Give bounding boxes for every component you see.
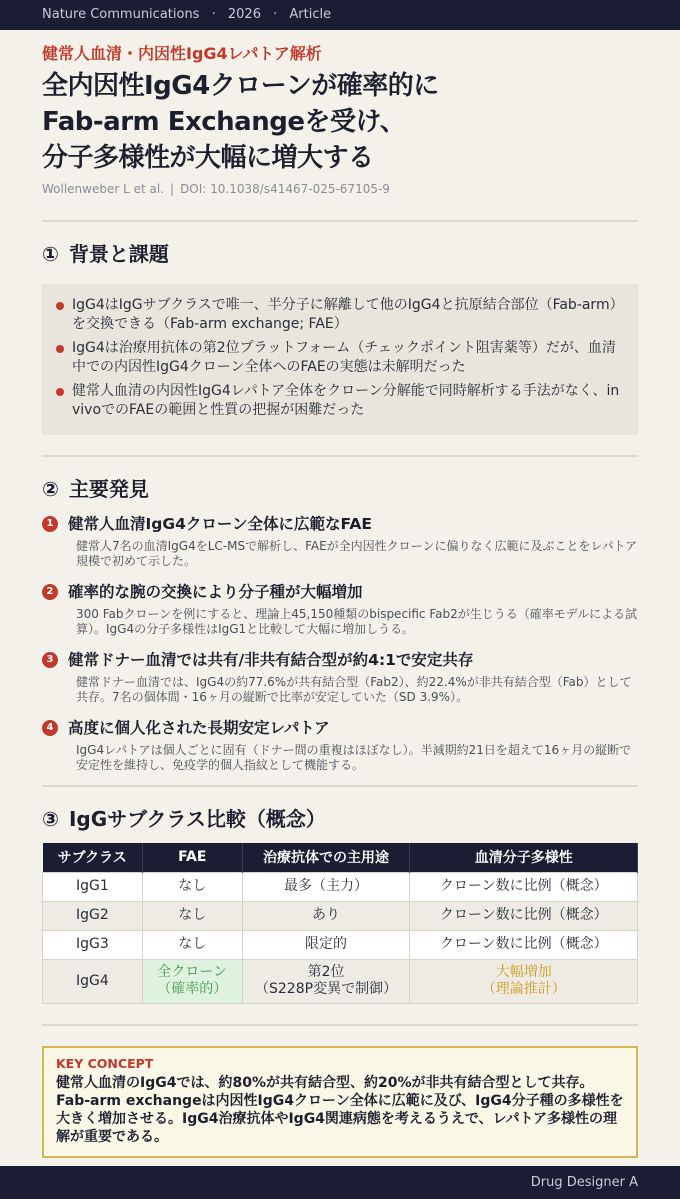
table-row [43,930,638,959]
divider [42,785,638,787]
finding-body: IgG4レパトアは個人ごとに固有（ドナー間の重複はほぼなし）。半減期約21日を超えて16ヶ月の縦断で安定性を維持し、免疫学的個人指紋として機能する。 [76,743,632,772]
cell-fae [142,959,242,1003]
finding-body: 300 Fabクローンを例にすると、理論上45,150種類のbispecific Fab2が生じうる（確率モデルによる試算）。IgG4の分子多様性はIgG1と比較して大幅に増加しうる。 [76,607,638,636]
subclass-table [42,843,638,1004]
cell-subclass: IgG1 [43,872,143,901]
list-item [56,339,624,377]
cell-use: 最多（主力） [242,872,410,901]
column-header: 血清分子多様性 [410,843,638,872]
article-type: Article [289,7,332,22]
column-header: 治療抗体での主用途 [242,843,410,872]
cell-use: あり [242,901,410,930]
cell-diversity: クローン数に比例（概念） [410,872,638,901]
year: 2026 [227,7,261,22]
list-item [56,296,624,334]
title-line: Fab-arm Exchangeを受け、 [42,107,406,137]
title-line: 分子多様性が大幅に増大する [42,143,374,173]
number-badge: 3 [42,652,58,668]
cell-diversity [410,959,638,1003]
cell-line: 大幅増加 [495,964,552,980]
key-concept-text: 健常人血清のIgG4では、約80%が共有結合型、約20%が非共有結合型として共存。Fab-arm exchangeは内因性IgG4クローン全体に広範に及び、IgG4分子種の多様性を大きく増加させる。IgG4治療抗体やIgG4関連病態を考えるうえで、レパトア多様性の理解が重要である。 [56,1074,624,1145]
cell-line: （確率的） [157,981,228,997]
finding-heading: 健常人血清IgG4クローン全体に広範なFAE [68,515,372,533]
kicker: 健常人血清・内因性IgG4レパトア解析 [42,44,322,63]
finding-heading: 健常ドナー血清では共有/非共有結合型が約4:1で安定共存 [68,651,474,669]
top-bar [0,0,680,30]
cell-subclass: IgG2 [43,901,143,930]
cell-line: （S228P変異で制御） [255,981,398,997]
finding-item [42,513,638,569]
number-badge: 4 [42,720,58,736]
cell-subclass: IgG4 [43,959,143,1003]
section-title: 背景と課題 [68,242,169,266]
bullet-dot [56,345,64,353]
finding-heading: 高度に個人化された長期安定レパトア [68,719,330,737]
findings-list [42,513,638,773]
column-header: サブクラス [43,843,143,872]
cell-line: 第2位 [307,964,345,980]
cell-line: 全クローン [157,964,228,980]
divider [42,455,638,457]
cell-fae: なし [142,872,242,901]
section-heading-background [42,240,638,268]
section-title: IgGサブクラス比較（概念） [68,807,326,831]
cell-subclass: IgG3 [43,930,143,959]
section-heading-comparison [42,805,638,833]
title-line: 全内因性IgG4クローンが確率的に [42,71,439,101]
key-concept-box [42,1046,638,1158]
bullet-text: 健常人血清の内因性IgG4レパトア全体をクローン分解能で同時解析する手法がなく、in vivoでのFAEの範囲と性質の把握が困難だった [72,383,620,418]
page-title [42,68,638,176]
footer [0,1166,680,1199]
section-title: 主要発見 [68,477,149,501]
bullet-dot [56,388,64,396]
bullet-dot [56,302,64,310]
separator: · [273,7,278,22]
divider [42,220,638,222]
section-heading-findings [42,475,638,503]
number-badge: 2 [42,584,58,600]
byline-divider: | [170,182,175,196]
bullet-text: IgG4は治療用抗体の第2位プラットフォーム（チェックポイント阻害薬等）だが、血清中での内因性IgG4クローン全体へのFAEの実態は未解明だった [72,340,616,375]
separator: · [211,7,216,22]
table-row [43,901,638,930]
divider [42,1024,638,1026]
table-row [43,872,638,901]
table-row [43,959,638,1003]
key-concept-heading: KEY CONCEPT [56,1055,154,1071]
cell-use [242,959,410,1003]
cell-line: （理論推計） [481,981,566,997]
section-number: ① [42,242,59,266]
cell-fae: なし [142,930,242,959]
list-item [56,382,624,420]
finding-item [42,581,638,637]
cell-diversity: クローン数に比例（概念） [410,930,638,959]
doi-link[interactable]: DOI: 10.1038/s41467-025-67105-9 [180,182,390,196]
cell-fae: なし [142,901,242,930]
content [42,42,638,1158]
finding-item [42,649,638,705]
finding-body: 健常人7名の血清IgG4をLC-MSで解析し、FAEが全内因性クローンに偏りなく広範に及ぶことをレパトア規模で初めて示した。 [76,539,638,568]
finding-item [42,717,638,773]
number-badge: 1 [42,516,58,532]
footer-credit: Drug Designer A [530,1175,638,1190]
finding-heading: 確率的な腕の交換により分子種が大幅増加 [68,583,363,601]
section-number: ③ [42,807,59,831]
bullet-text: IgG4はIgGサブクラスで唯一、半分子に解離して他のIgG4と抗原結合部位（Fab-arm）を交換できる（Fab-arm exchange; FAE） [72,297,624,332]
authors: Wollenweber L et al. [42,182,165,196]
finding-body: 健常ドナー血清では、IgG4の約77.6%が共有結合型（Fab2）、約22.4%が非共有結合型（Fab）として共存。7名の個体間・16ヶ月の縦断で比率が安定していた（SD 3.9%）。 [76,675,632,704]
cell-use: 限定的 [242,930,410,959]
background-box [42,284,638,435]
column-header: FAE [142,843,242,872]
byline [42,180,638,198]
section-number: ② [42,477,59,501]
journal-name: Nature Communications [42,7,200,22]
cell-diversity: クローン数に比例（概念） [410,901,638,930]
table-header-row [43,843,638,872]
